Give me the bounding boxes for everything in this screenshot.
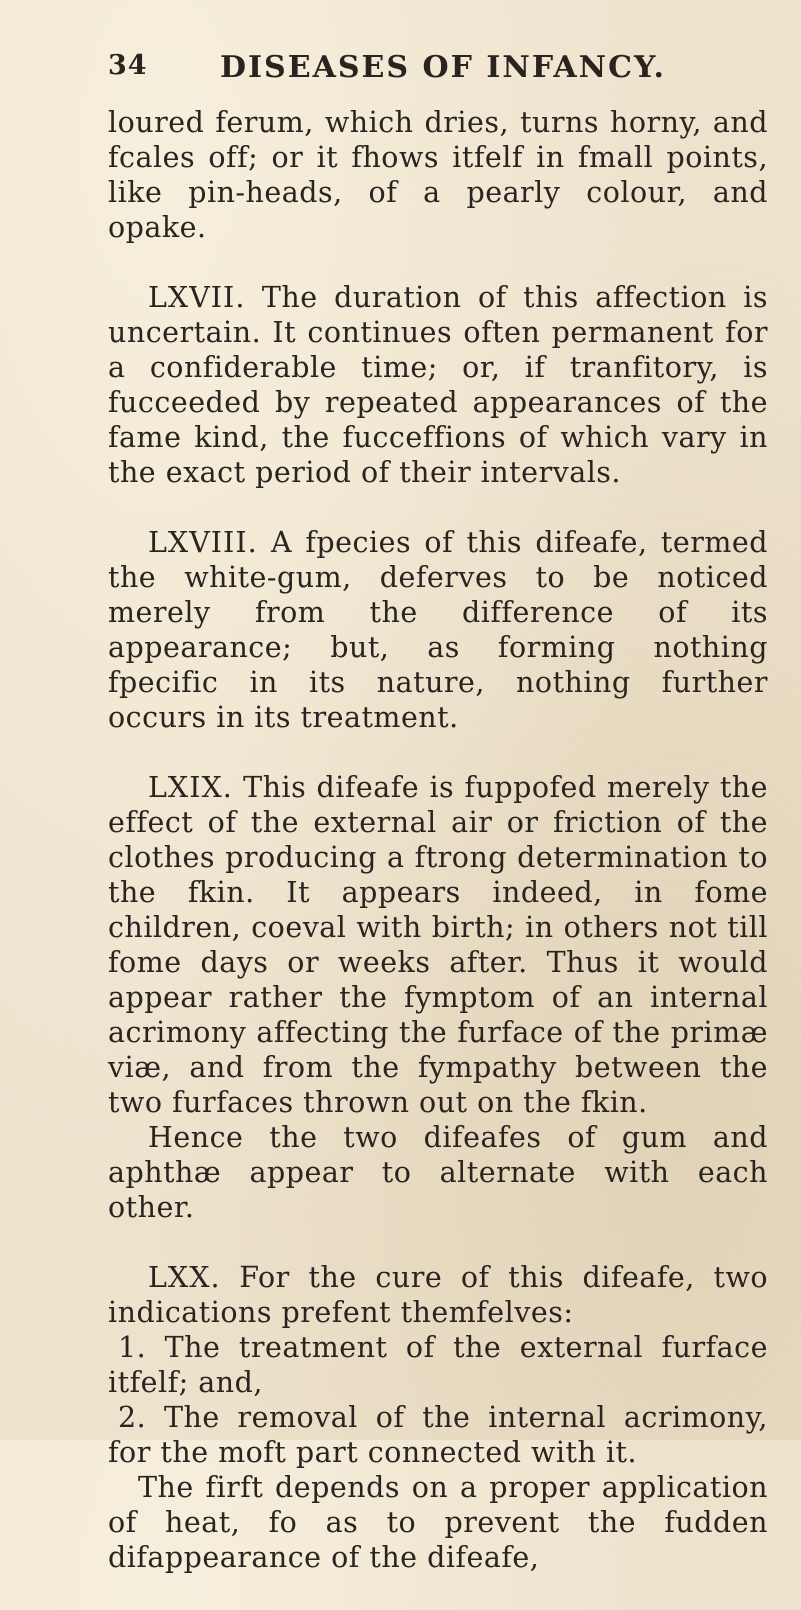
paragraph-number: LXVII. [148, 281, 246, 314]
paragraph-lxx [108, 1260, 768, 1330]
paragraph-number: LXX. [148, 1261, 221, 1294]
body-text [108, 105, 768, 1610]
running-head [108, 50, 741, 90]
paragraph-text: For the cure of this difeafe, two indications prefent themfelves: [108, 1261, 769, 1329]
running-title: DISEASES OF INFANCY. [220, 50, 666, 85]
paragraph-text: A fpecies of this difeafe, termed the white-gum, deferves to be noticed merely from the difference of its appearance; but, as forming nothing fpecific in its nature, nothing further occurs in its treatment. [108, 526, 768, 734]
paragraph-text: The duration of this affection is uncertain. It continues often permanent for a confiderable time; or, if tranfitory, is fucceeded by repeated appearances of the fame kind, the fucceffions of which vary in the exact period of their intervals. [108, 281, 768, 489]
indication-text: 2. The removal of the internal acrimony, for the moft part connected with it. [108, 1401, 768, 1469]
paragraph-lxvii [108, 280, 768, 490]
indication-text: 1. The treatment of the external furface itfelf; and, [108, 1331, 768, 1399]
page-number: 34 [108, 50, 148, 81]
paragraph-number: LXVIII. [148, 526, 258, 559]
paragraph-text: loured ferum, which dries, turns horny, and fcales off; or it fhows itfelf in fmall points, like pin-heads, of a pearly colour, and opake. [108, 106, 768, 244]
paragraph-lxix [108, 770, 768, 1120]
paragraph-hence [108, 1120, 768, 1225]
paragraph-number: LXIX. [148, 771, 233, 804]
paragraph-text: This difeafe is fuppofed merely the effect of the external air or friction of the clothes producing a ftrong determination to the fkin. It appears indeed, in fome children, coeval with birth; in others not till fome days or weeks after. Thus it would appear rather the fymptom of an internal acrimony affecting the furface of the primæ viæ, and from the fympathy between the two furfaces thrown out on the fkin. [108, 771, 768, 1119]
indication-2 [108, 1400, 768, 1470]
paragraph-lxviii [108, 525, 768, 735]
paragraph-continuation [108, 105, 768, 245]
paragraph-text: The firft depends on a proper application of heat, fo as to prevent the fudden difappearance of the difeafe, [108, 1471, 768, 1574]
paragraph-closing [108, 1470, 768, 1575]
indication-1 [108, 1330, 768, 1400]
paragraph-text: Hence the two difeafes of gum and aphthæ appear to alternate with each other. [108, 1121, 768, 1224]
